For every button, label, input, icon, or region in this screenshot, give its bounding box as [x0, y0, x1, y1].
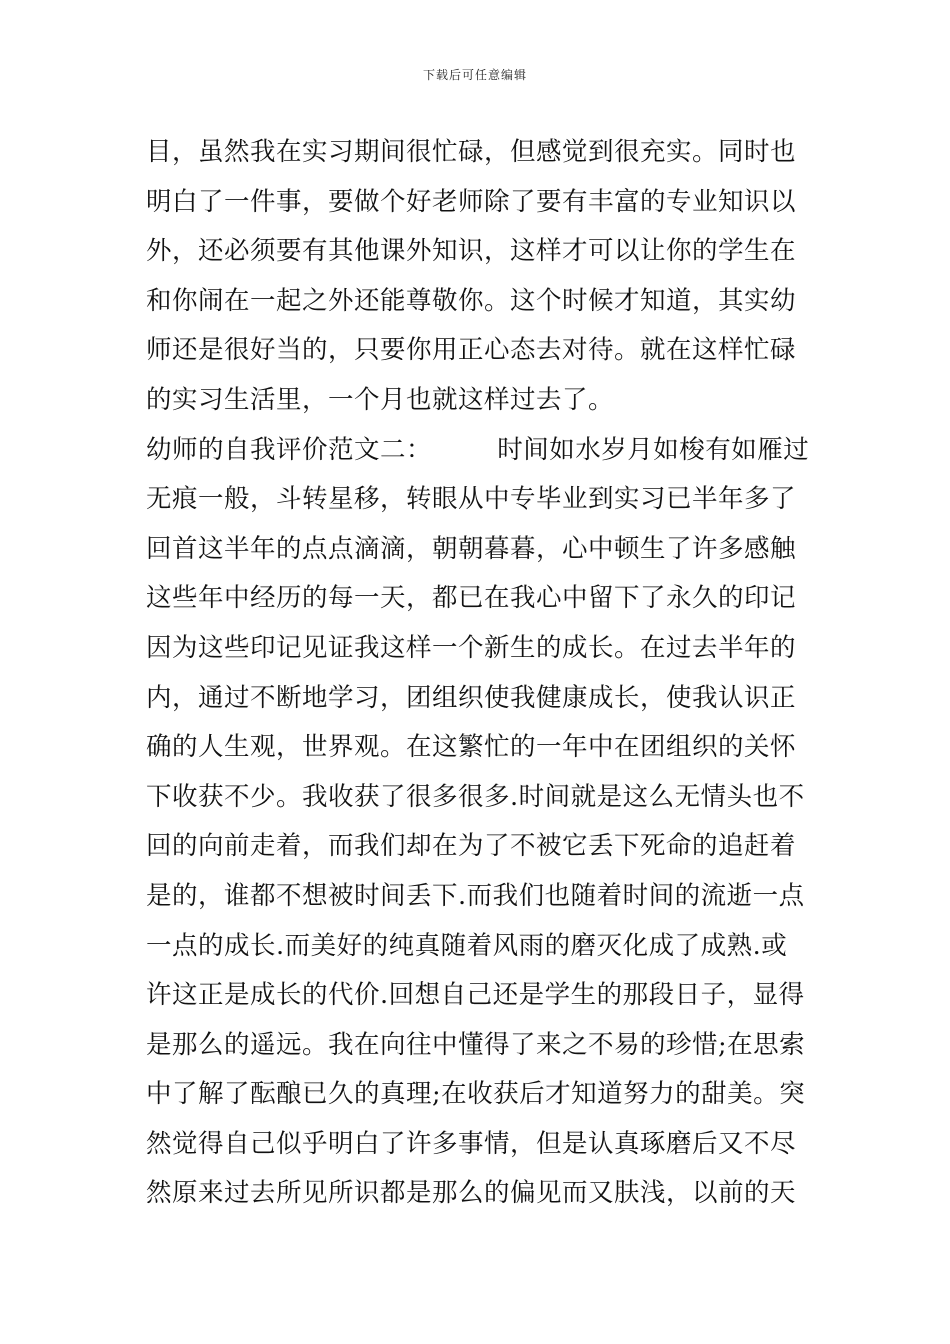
text-line: 外，还必须要有其他课外知识，这样才可以让你的学生在	[146, 236, 797, 267]
section-heading-line: 幼师的自我评价范文二： 时间如水岁月如梭有如雁过	[146, 434, 810, 465]
text-line: 无痕一般，斗转星移，转眼从中专毕业到实习已半年多了	[146, 484, 797, 515]
text-line: 目，虽然我在实习期间很忙碌，但感觉到很充实。同时也	[146, 137, 797, 167]
text-line: 回首这半年的点点滴滴，朝朝暮暮，心中顿生了许多感触	[146, 533, 797, 564]
text-line: 中了解了酝酿已久的真理;在收获后才知道努力的甜美。突	[146, 1079, 806, 1110]
text-line: 这些年中经历的每一天，都已在我心中留下了永久的印记	[146, 583, 797, 614]
text-line: 的实习生活里，一个月也就这样过去了。	[146, 384, 615, 415]
body-text	[146, 128, 816, 1219]
text-line: 师还是很好当的，只要你用正心态去对待。就在这样忙碌	[146, 335, 797, 366]
text-line: 许这正是成长的代价.回想自己还是学生的那段日子，显得	[146, 980, 805, 1011]
text-line: 内，通过不断地学习，团组织使我健康成长，使我认识正	[146, 682, 797, 713]
text-line: 明白了一件事，要做个好老师除了要有丰富的专业知识以	[146, 186, 797, 217]
text-line: 因为这些印记见证我这样一个新生的成长。在过去半年的	[146, 632, 797, 663]
text-line: 然原来过去所见所识都是那么的偏见而又肤浅，以前的天	[146, 1178, 797, 1209]
text-line: 是那么的遥远。我在向往中懂得了来之不易的珍惜;在思索	[146, 1029, 806, 1060]
text-line: 和你闹在一起之外还能尊敬你。这个时候才知道，其实幼	[146, 285, 797, 316]
text-line: 是的，谁都不想被时间丢下.而我们也随着时间的流逝一点	[146, 880, 805, 911]
header-note: 下载后可任意编辑	[422, 68, 527, 82]
text-line: 下收获不少。我收获了很多很多.时间就是这么无情头也不	[146, 781, 805, 812]
text-line: 回的向前走着，而我们却在为了不被它丢下死命的追赶着	[146, 831, 797, 862]
text-line: 然觉得自己似乎明白了许多事情，但是认真琢磨后又不尽	[146, 1128, 797, 1159]
text-line: 一点的成长.而美好的纯真随着风雨的磨灭化成了成熟.或	[146, 930, 788, 961]
text-line: 确的人生观，世界观。在这繁忙的一年中在团组织的关怀	[146, 732, 797, 763]
